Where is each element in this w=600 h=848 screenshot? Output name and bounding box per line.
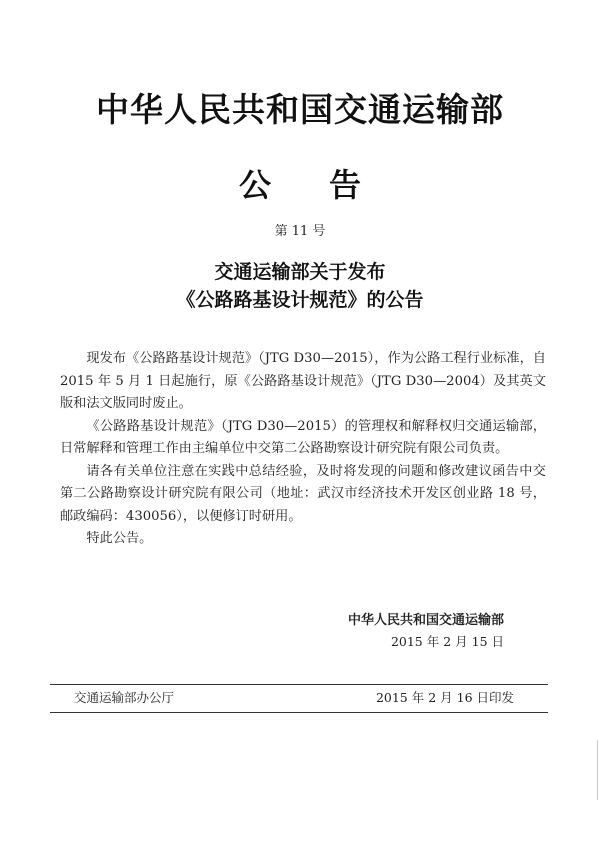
body-paragraph-2: 《公路路基设计规范》（JTG D30—2015）的管理权和解释权归交通运输部，日常解释和管理工作由主编单位中交第二公路勘察设计研究院有限公司负责。 <box>60 418 546 456</box>
body-paragraph-4: 特此公告。 <box>86 531 153 546</box>
notice-heading-char-2: 告 <box>329 166 362 204</box>
notice-body <box>60 348 546 551</box>
body-paragraph-3: 请各有关单位注意在实践中总结经验，及时将发现的问题和修改建议函告中交第二公路勘察设计研究院有限公司（地址：武汉市经济技术开发区创业路 18 号，邮政编码：430056），以便修订时研用。 <box>60 463 546 524</box>
signature-block <box>348 612 504 652</box>
scan-edge-mark <box>597 740 598 800</box>
notice-subject <box>0 258 600 314</box>
signature-date: 2015 年 2 月 15 日 <box>390 634 504 649</box>
footer-print-date: 2015 年 2 月 16 日印发 <box>375 690 514 705</box>
ministry-title: 中华人民共和国交通运输部 <box>96 90 504 129</box>
signature-org: 中华人民共和国交通运输部 <box>347 613 504 628</box>
subject-line-2: 《公路路基设计规范》的公告 <box>176 289 424 311</box>
footer-rule-top <box>50 684 548 685</box>
issue-number: 第 11 号 <box>274 224 326 239</box>
subject-line-1: 交通运输部关于发布 <box>214 261 386 283</box>
notice-heading-char-1: 公 <box>238 166 271 204</box>
notice-heading <box>0 160 600 206</box>
body-paragraph-1: 现发布《公路路基设计规范》（JTG D30—2015），作为公路工程行业标准，自 2015 年 5 月 1 日起施行，原《公路路基设计规范》（JTG D30—2004）及其英文版和法文版同时废止。 <box>60 351 546 411</box>
footer-office: 交通运输部办公厅 <box>74 690 175 705</box>
footer-rule-bottom <box>50 712 548 713</box>
